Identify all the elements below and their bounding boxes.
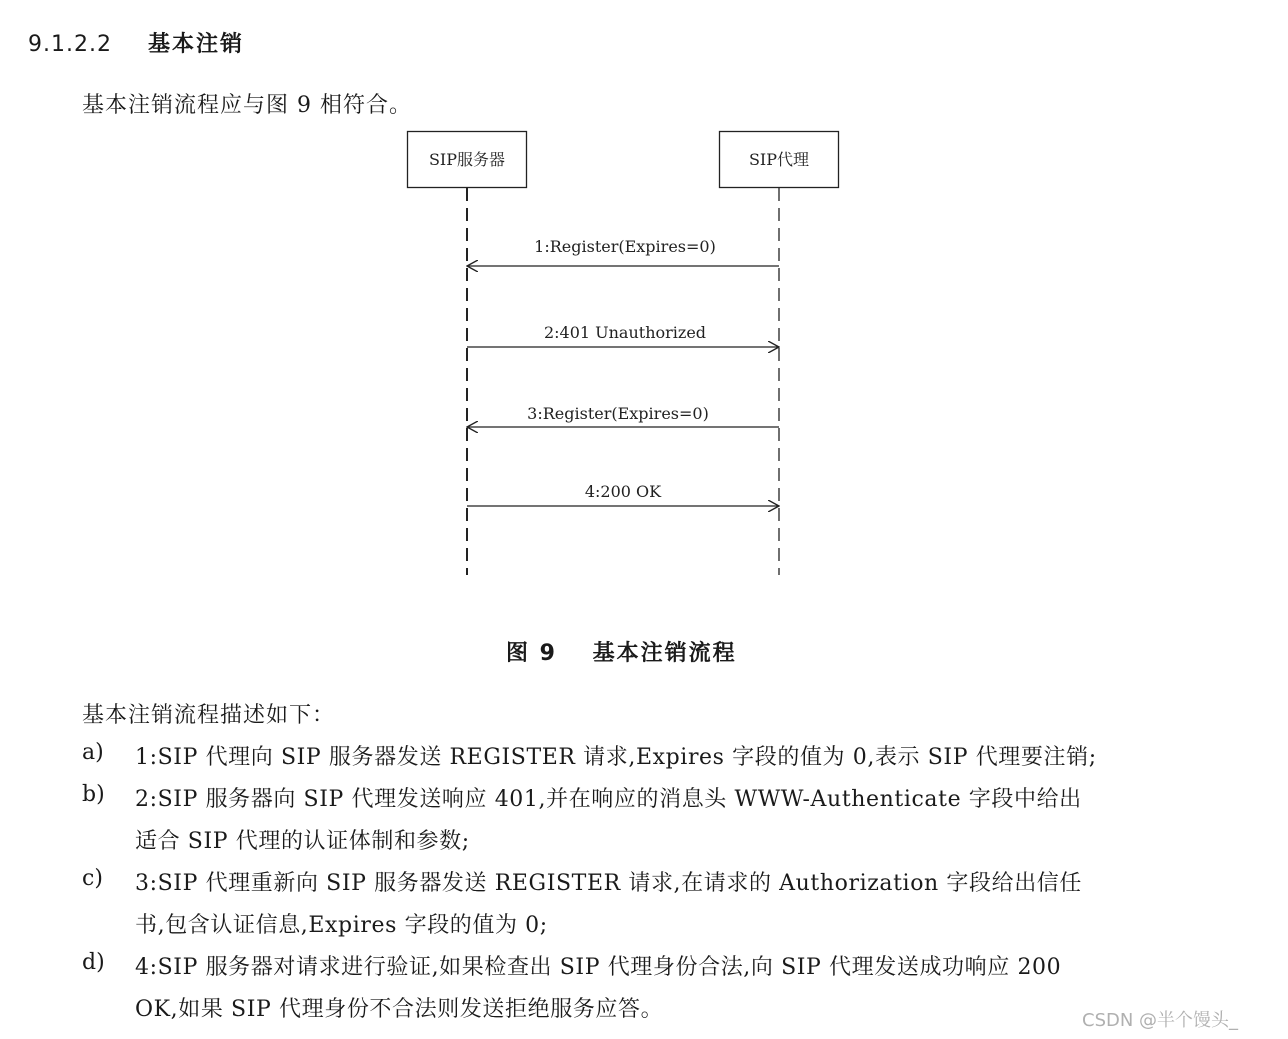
list-item-text: 1:SIP 代理向 SIP 服务器发送 REGISTER 请求,Expires 字段的值为 0,表示 SIP 代理要注销; [135,745,1097,770]
list-item-text: 3:SIP 代理重新向 SIP 服务器发送 REGISTER 请求,在请求的 Authorization 字段给出信任 [135,871,1083,896]
list-item-label: c) [82,866,103,891]
list-item-text: 书,包含认证信息,Expires 字段的值为 0; [135,913,548,938]
figure-title: 基本注销流程 [592,641,737,666]
watermark-text: CSDN @半个馒头_ [1082,1010,1239,1031]
list-item-text: OK,如果 SIP 代理身份不合法则发送拒绝服务应答。 [135,997,664,1022]
description-intro: 基本注销流程描述如下： [82,703,336,728]
list-item-text: 4:SIP 服务器对请求进行验证,如果检查出 SIP 代理身份合法,向 SIP 代理发送成功响应 200 [135,955,1062,980]
figure-number: 图 9 [506,641,557,666]
server-lifeline-label: SIP服务器 [428,150,506,169]
intro-paragraph: 基本注销流程应与图 9 相符合。 [82,93,412,118]
list-item-label: a) [82,740,104,765]
message-4-label: 4:200 OK [584,482,662,501]
message-3-label: 3:Register(Expires=0) [527,404,709,423]
list-item-label: b) [82,782,105,807]
list-item-text: 适合 SIP 代理的认证体制和参数; [135,829,470,854]
agent-lifeline-label: SIP代理 [748,150,810,169]
section-number: 9.1.2.2 [28,32,112,57]
list-item-text: 2:SIP 服务器向 SIP 代理发送响应 401,并在响应的消息头 WWW-Authenticate 字段中给出 [135,787,1082,812]
list-item-label: d) [82,950,105,975]
message-1-label: 1:Register(Expires=0) [534,237,716,256]
section-title: 基本注销 [147,32,244,57]
figure-caption [506,636,737,667]
message-2-label: 2:401 Unauthorized [543,323,707,342]
